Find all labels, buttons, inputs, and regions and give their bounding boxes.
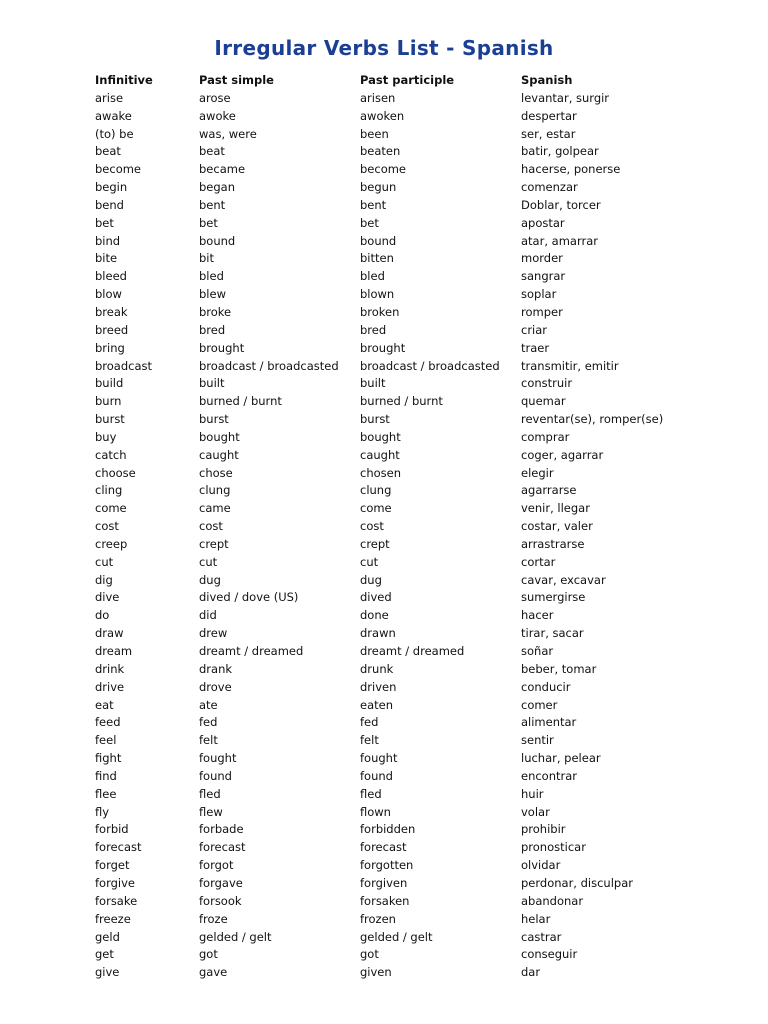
cell-spanish: conducir — [521, 679, 571, 694]
cell-spanish: coger, agarrar — [521, 447, 604, 462]
cell-infinitive: bet — [95, 215, 114, 230]
table-row — [95, 215, 721, 233]
table-row — [95, 536, 721, 554]
cell-past-participle: forbidden — [360, 822, 416, 837]
table-row — [95, 697, 721, 715]
cell-past-participle: burned / burnt — [360, 394, 443, 409]
cell-past-simple: drank — [199, 661, 233, 676]
cell-past-simple: clung — [199, 483, 231, 498]
cell-past-simple: got — [199, 947, 218, 962]
table-row — [95, 839, 721, 857]
cell-spanish: comer — [521, 697, 558, 712]
cell-past-simple: bet — [199, 215, 218, 230]
cell-spanish: transmitir, emitir — [521, 358, 619, 373]
cell-infinitive: beat — [95, 144, 121, 159]
table-row — [95, 589, 721, 607]
cell-past-participle: felt — [360, 733, 379, 748]
cell-past-participle: clung — [360, 483, 392, 498]
cell-past-participle: drunk — [360, 661, 394, 676]
table-row — [95, 875, 721, 893]
cell-past-participle: bitten — [360, 251, 394, 266]
cell-spanish: tirar, sacar — [521, 626, 584, 641]
cell-spanish: quemar — [521, 394, 566, 409]
table-row — [95, 358, 721, 376]
cell-infinitive: bite — [95, 251, 118, 266]
table-row — [95, 108, 721, 126]
cell-infinitive: cut — [95, 554, 114, 569]
cell-past-participle: awoken — [360, 108, 405, 123]
cell-infinitive: burn — [95, 394, 122, 409]
cell-spanish: levantar, surgir — [521, 90, 610, 105]
cell-past-simple: fled — [199, 786, 221, 801]
cell-past-participle: eaten — [360, 697, 393, 712]
cell-past-participle: cut — [360, 554, 379, 569]
cell-past-participle: dreamt / dreamed — [360, 644, 465, 658]
table-row — [95, 714, 721, 732]
table-row — [95, 821, 721, 839]
cell-infinitive: forsake — [95, 893, 138, 908]
cell-past-participle: drawn — [360, 626, 396, 641]
cell-past-simple: did — [199, 608, 217, 623]
cell-spanish: perdonar, disculpar — [521, 875, 633, 890]
cell-past-simple: bit — [199, 251, 215, 266]
cell-past-simple: felt — [199, 733, 218, 748]
cell-past-participle: bred — [360, 322, 387, 337]
table-row — [95, 625, 721, 643]
cell-past-simple: drove — [199, 679, 232, 694]
cell-past-participle: dived — [360, 590, 392, 605]
cell-spanish: castrar — [521, 929, 562, 944]
cell-spanish: pronosticar — [521, 840, 586, 855]
table-row — [95, 161, 721, 179]
cell-infinitive: freeze — [95, 911, 131, 926]
cell-spanish: sangrar — [521, 269, 566, 284]
cell-past-participle: gelded / gelt — [360, 929, 433, 944]
cell-spanish: dar — [521, 965, 541, 980]
cell-spanish: cavar, excavar — [521, 572, 606, 587]
cell-past-simple: was, were — [199, 126, 257, 141]
cell-infinitive: catch — [95, 447, 127, 462]
cell-infinitive: cling — [95, 483, 123, 498]
table-row — [95, 447, 721, 465]
cell-past-simple: dug — [199, 572, 221, 587]
table-row — [95, 482, 721, 500]
table-row — [95, 946, 721, 964]
table-row — [95, 233, 721, 251]
table-row — [95, 804, 721, 822]
cell-infinitive: dig — [95, 572, 113, 587]
cell-spanish: comprar — [521, 429, 570, 444]
cell-infinitive: do — [95, 608, 110, 623]
cell-spanish: prohibir — [521, 822, 566, 837]
cell-past-simple: dreamt / dreamed — [199, 644, 304, 658]
cell-past-simple: bound — [199, 233, 236, 248]
cell-past-participle: come — [360, 501, 392, 516]
table-row — [95, 554, 721, 572]
cell-past-participle: become — [360, 162, 407, 177]
cell-past-participle: blown — [360, 287, 395, 302]
cell-spanish: olvidar — [521, 858, 561, 873]
cell-past-participle: frozen — [360, 911, 396, 926]
table-row — [95, 857, 721, 875]
cell-past-simple: froze — [199, 911, 228, 926]
cell-spanish: soñar — [521, 644, 554, 658]
cell-past-participle: forgotten — [360, 858, 414, 873]
cell-past-participle: driven — [360, 679, 397, 694]
cell-past-participle: bet — [360, 215, 379, 230]
cell-past-simple: burst — [199, 412, 229, 427]
cell-infinitive: forbid — [95, 822, 129, 837]
table-row — [95, 572, 721, 590]
cell-infinitive: choose — [95, 465, 136, 480]
cell-spanish: traer — [521, 340, 550, 355]
cell-infinitive: burst — [95, 412, 125, 427]
cell-past-simple: fed — [199, 715, 218, 730]
cell-spanish: luchar, pelear — [521, 751, 601, 766]
cell-past-simple: drew — [199, 626, 228, 641]
cell-spanish: arrastrarse — [521, 536, 585, 551]
cell-spanish: volar — [521, 804, 550, 819]
cell-infinitive: broadcast — [95, 358, 153, 373]
cell-past-participle: burst — [360, 412, 390, 427]
cell-past-participle: cost — [360, 519, 384, 534]
cell-spanish: ser, estar — [521, 126, 576, 141]
cell-infinitive: awake — [95, 108, 132, 123]
table-row — [95, 429, 721, 447]
cell-past-participle: arisen — [360, 90, 396, 105]
cell-infinitive: draw — [95, 626, 124, 641]
cell-past-participle: flown — [360, 804, 391, 819]
cell-infinitive: fight — [95, 751, 122, 766]
cell-past-simple: bred — [199, 322, 226, 337]
cell-past-simple: gelded / gelt — [199, 929, 272, 944]
table-row — [95, 750, 721, 768]
cell-spanish: romper — [521, 304, 563, 319]
table-header-row — [95, 72, 721, 90]
cell-infinitive: drink — [95, 661, 125, 676]
cell-past-simple: cost — [199, 519, 223, 534]
cell-past-simple: cut — [199, 554, 218, 569]
cell-past-simple: awoke — [199, 108, 236, 123]
cell-past-simple: forgave — [199, 875, 243, 890]
cell-past-simple: found — [199, 768, 232, 783]
cell-infinitive: breed — [95, 322, 129, 337]
cell-past-participle: fled — [360, 786, 382, 801]
cell-past-simple: forbade — [199, 822, 244, 837]
cell-infinitive: arise — [95, 90, 124, 105]
cell-past-simple: dived / dove (US) — [199, 590, 299, 605]
cell-spanish: soplar — [521, 287, 557, 302]
cell-past-participle: bled — [360, 269, 385, 284]
cell-past-simple: bought — [199, 429, 240, 444]
cell-past-participle: forgiven — [360, 875, 408, 890]
table-row — [95, 607, 721, 625]
cell-past-participle: crept — [360, 536, 390, 551]
cell-infinitive: geld — [95, 929, 120, 944]
cell-infinitive: (to) be — [95, 126, 134, 141]
cell-past-simple: caught — [199, 447, 239, 462]
cell-spanish: helar — [521, 911, 551, 926]
cell-past-simple: fought — [199, 751, 237, 766]
cell-infinitive: fly — [95, 804, 110, 819]
cell-past-participle: given — [360, 965, 392, 980]
cell-spanish: agarrarse — [521, 483, 577, 498]
cell-past-simple: crept — [199, 536, 229, 551]
cell-spanish: costar, valer — [521, 519, 593, 534]
cell-past-simple: bent — [199, 197, 226, 212]
table-row — [95, 679, 721, 697]
cell-past-simple: built — [199, 376, 225, 391]
cell-past-simple: broke — [199, 304, 232, 319]
table-row — [95, 304, 721, 322]
cell-past-simple: bled — [199, 269, 224, 284]
table-body — [95, 90, 721, 982]
cell-past-participle: got — [360, 947, 379, 962]
cell-past-participle: beaten — [360, 144, 401, 159]
header-past-simple: Past simple — [199, 73, 274, 87]
cell-past-simple: flew — [199, 804, 223, 819]
cell-spanish: hacer — [521, 608, 554, 623]
cell-infinitive: bring — [95, 340, 125, 355]
cell-past-participle: broadcast / broadcasted — [360, 358, 500, 373]
cell-infinitive: bleed — [95, 269, 127, 284]
header-spanish: Spanish — [521, 73, 573, 87]
cell-infinitive: dream — [95, 644, 133, 658]
table-row — [95, 732, 721, 750]
cell-spanish: morder — [521, 251, 563, 266]
cell-past-simple: forecast — [199, 840, 246, 855]
table-row — [95, 500, 721, 518]
cell-infinitive: flee — [95, 786, 117, 801]
cell-past-simple: gave — [199, 965, 228, 980]
cell-infinitive: forecast — [95, 840, 142, 855]
cell-spanish: construir — [521, 376, 573, 391]
cell-spanish: venir, llegar — [521, 501, 590, 516]
cell-past-simple: arose — [199, 90, 231, 105]
cell-past-simple: brought — [199, 340, 245, 355]
cell-past-participle: brought — [360, 340, 406, 355]
cell-past-participle: caught — [360, 447, 400, 462]
cell-spanish: batir, golpear — [521, 144, 599, 159]
cell-past-participle: been — [360, 126, 389, 141]
cell-past-participle: forsaken — [360, 893, 410, 908]
table-row — [95, 90, 721, 108]
cell-past-simple: broadcast / broadcasted — [199, 358, 339, 373]
cell-past-participle: forecast — [360, 840, 407, 855]
cell-infinitive: come — [95, 501, 127, 516]
table-row — [95, 893, 721, 911]
cell-spanish: criar — [521, 322, 548, 337]
table-row — [95, 929, 721, 947]
cell-infinitive: forget — [95, 858, 130, 873]
cell-spanish: cortar — [521, 554, 556, 569]
table-row — [95, 143, 721, 161]
table-row — [95, 322, 721, 340]
cell-infinitive: cost — [95, 519, 119, 534]
table-row — [95, 268, 721, 286]
cell-spanish: huir — [521, 786, 544, 801]
cell-past-participle: built — [360, 376, 386, 391]
cell-past-participle: bound — [360, 233, 397, 248]
cell-infinitive: find — [95, 768, 117, 783]
cell-past-participle: begun — [360, 180, 397, 195]
cell-past-participle: chosen — [360, 465, 402, 480]
table-row — [95, 126, 721, 144]
cell-infinitive: give — [95, 965, 120, 980]
table-row — [95, 643, 721, 661]
table-row — [95, 661, 721, 679]
cell-past-simple: blew — [199, 287, 226, 302]
cell-spanish: despertar — [521, 108, 577, 123]
cell-infinitive: drive — [95, 679, 125, 694]
cell-infinitive: feel — [95, 733, 117, 748]
cell-infinitive: dive — [95, 590, 120, 605]
cell-spanish: hacerse, ponerse — [521, 162, 621, 177]
table-row — [95, 465, 721, 483]
table-row — [95, 964, 721, 982]
cell-past-simple: forsook — [199, 893, 242, 908]
cell-past-participle: bought — [360, 429, 401, 444]
cell-spanish: conseguir — [521, 947, 578, 962]
table-row — [95, 197, 721, 215]
header-past-participle: Past participle — [360, 73, 455, 87]
cell-spanish: sumergirse — [521, 590, 586, 605]
cell-spanish: apostar — [521, 215, 565, 230]
cell-past-participle: fought — [360, 751, 398, 766]
cell-infinitive: blow — [95, 287, 122, 302]
cell-past-participle: bent — [360, 197, 387, 212]
cell-past-participle: fed — [360, 715, 379, 730]
cell-spanish: atar, amarrar — [521, 233, 598, 248]
cell-infinitive: begin — [95, 180, 128, 195]
cell-spanish: Doblar, torcer — [521, 197, 601, 212]
cell-spanish: sentir — [521, 733, 554, 748]
table-row — [95, 518, 721, 536]
table-row — [95, 375, 721, 393]
header-infinitive: Infinitive — [95, 73, 153, 87]
table-row — [95, 411, 721, 429]
table-row — [95, 911, 721, 929]
cell-spanish: comenzar — [521, 180, 578, 195]
cell-past-simple: began — [199, 180, 236, 195]
cell-infinitive: build — [95, 376, 124, 391]
table-row — [95, 250, 721, 268]
cell-past-simple: beat — [199, 144, 225, 159]
cell-past-participle: done — [360, 608, 389, 623]
cell-spanish: reventar(se), romper(se) — [521, 412, 664, 427]
cell-past-participle: dug — [360, 572, 382, 587]
cell-spanish: abandonar — [521, 893, 584, 908]
irregular-verbs-table — [95, 72, 721, 982]
cell-past-simple: ate — [199, 697, 218, 712]
cell-infinitive: bind — [95, 233, 121, 248]
cell-past-simple: burned / burnt — [199, 394, 282, 409]
cell-past-simple: came — [199, 501, 231, 516]
cell-infinitive: become — [95, 162, 142, 177]
cell-infinitive: bend — [95, 197, 124, 212]
cell-infinitive: break — [95, 304, 128, 319]
table-row — [95, 393, 721, 411]
table-row — [95, 768, 721, 786]
cell-past-participle: broken — [360, 304, 400, 319]
cell-spanish: elegir — [521, 465, 554, 480]
cell-spanish: beber, tomar — [521, 661, 597, 676]
table-row — [95, 179, 721, 197]
table-row — [95, 286, 721, 304]
cell-infinitive: eat — [95, 697, 114, 712]
cell-infinitive: feed — [95, 715, 121, 730]
cell-spanish: encontrar — [521, 768, 578, 783]
cell-infinitive: get — [95, 947, 114, 962]
cell-past-simple: became — [199, 162, 246, 177]
cell-spanish: alimentar — [521, 715, 577, 730]
cell-infinitive: buy — [95, 429, 117, 444]
cell-infinitive: creep — [95, 536, 128, 551]
cell-past-simple: chose — [199, 465, 233, 480]
table-row — [95, 786, 721, 804]
cell-past-participle: found — [360, 768, 393, 783]
cell-infinitive: forgive — [95, 875, 135, 890]
table-row — [95, 340, 721, 358]
page-title: Irregular Verbs List - Spanish — [214, 36, 554, 60]
cell-past-simple: forgot — [199, 858, 234, 873]
